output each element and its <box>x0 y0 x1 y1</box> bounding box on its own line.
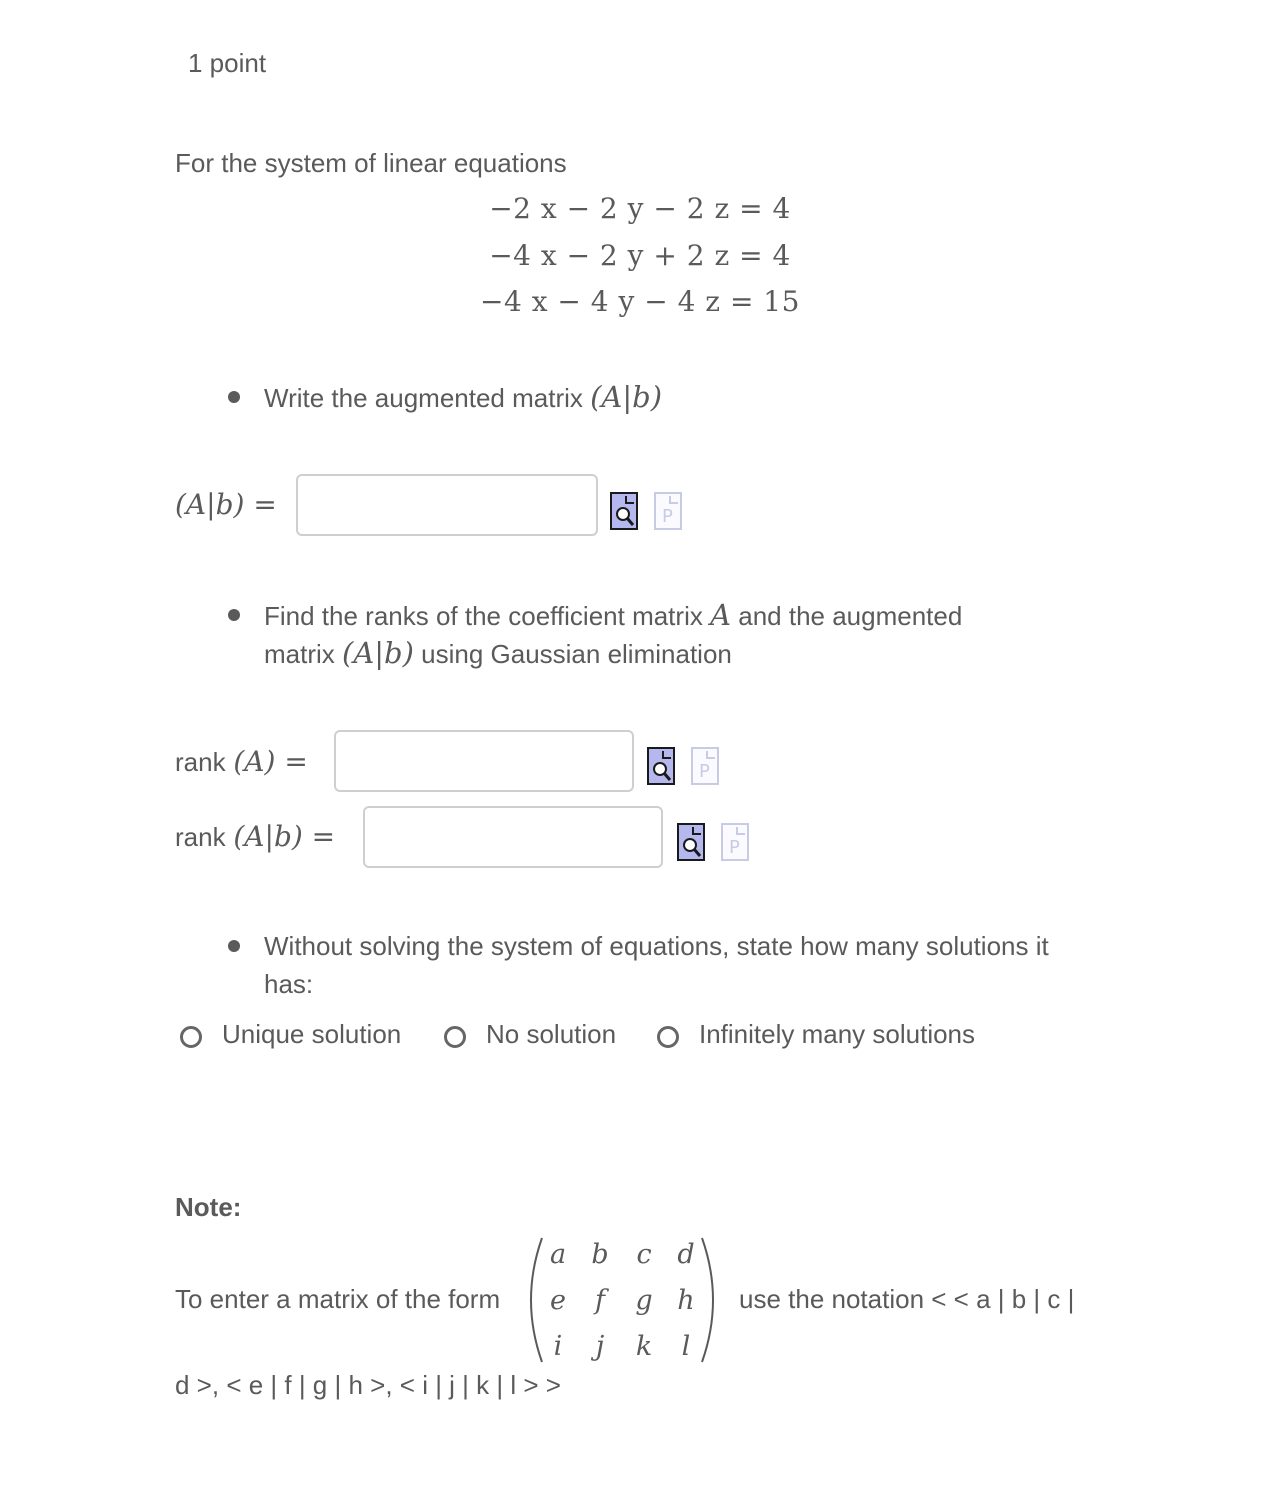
preview-answer-icon[interactable] <box>610 492 638 530</box>
augmented-matrix-label: (A|b) = <box>175 488 277 521</box>
part2-instruction-line1: Find the ranks of the coefficient matrix A and the augmented <box>264 598 963 632</box>
svg-text:P: P <box>729 837 740 858</box>
note-text-before: To enter a matrix of the form <box>175 1284 501 1314</box>
note-heading: Note: <box>175 1192 242 1222</box>
equation-1: −2 x − 2 y − 2 z = 4 <box>489 192 791 225</box>
svg-text:P: P <box>699 761 710 782</box>
matrix-cell: b <box>591 1239 609 1270</box>
radio-no-solution[interactable] <box>444 1026 466 1048</box>
point-value: 1 point <box>188 48 267 78</box>
matrix-cell: g <box>635 1285 653 1316</box>
rank-a-label: rank (A) = <box>175 745 308 778</box>
part1-instruction: Write the augmented matrix (A|b) <box>264 380 663 414</box>
radio-label-none[interactable]: No solution <box>486 1019 617 1049</box>
bullet <box>228 940 242 954</box>
radio-label-infinite[interactable]: Infinitely many solutions <box>699 1019 976 1049</box>
matrix-cell: h <box>677 1285 695 1316</box>
part3-instruction-line2: has: <box>264 969 314 999</box>
matrix-cell: j <box>595 1331 605 1362</box>
matrix-cell: c <box>636 1239 652 1270</box>
svg-text:P: P <box>662 506 673 527</box>
part3-instruction-line1: Without solving the system of equations, state how many solutions it <box>264 931 1049 961</box>
example-matrix <box>520 1236 720 1364</box>
equation-3: −4 x − 4 y − 4 z = 15 <box>480 285 800 318</box>
radio-label-unique[interactable]: Unique solution <box>222 1019 402 1049</box>
note-text-after: use the notation < < a | b | c | <box>739 1284 1075 1314</box>
matrix-cell: a <box>549 1239 567 1270</box>
pg-help-icon[interactable] <box>654 492 682 530</box>
pg-help-icon[interactable] <box>691 747 719 785</box>
matrix-cell: k <box>635 1331 653 1362</box>
radio-unique-solution[interactable] <box>180 1026 202 1048</box>
matrix-cell: f <box>595 1285 605 1316</box>
matrix-cell: d <box>677 1239 695 1270</box>
radio-infinite-solutions[interactable] <box>657 1026 679 1048</box>
bullet <box>228 609 242 623</box>
part2-instruction-line2: matrix (A|b) using Gaussian elimination <box>264 636 732 670</box>
augmented-matrix-input[interactable] <box>296 474 598 536</box>
matrix-cell: i <box>553 1331 563 1362</box>
note-text-line2: d >, < e | f | g | h >, < i | j | k | l > > <box>175 1370 561 1400</box>
bullet <box>228 391 242 405</box>
equation-2: −4 x − 2 y + 2 z = 4 <box>489 239 791 272</box>
preview-answer-icon[interactable] <box>647 747 675 785</box>
preview-answer-icon[interactable] <box>677 823 705 861</box>
rank-ab-input[interactable] <box>363 806 663 868</box>
rank-a-input[interactable] <box>334 730 634 792</box>
intro-text: For the system of linear equations <box>175 148 567 178</box>
pg-help-icon[interactable] <box>721 823 749 861</box>
matrix-cell: l <box>681 1331 691 1362</box>
matrix-cell: e <box>550 1285 566 1316</box>
rank-ab-label: rank (A|b) = <box>175 820 336 853</box>
